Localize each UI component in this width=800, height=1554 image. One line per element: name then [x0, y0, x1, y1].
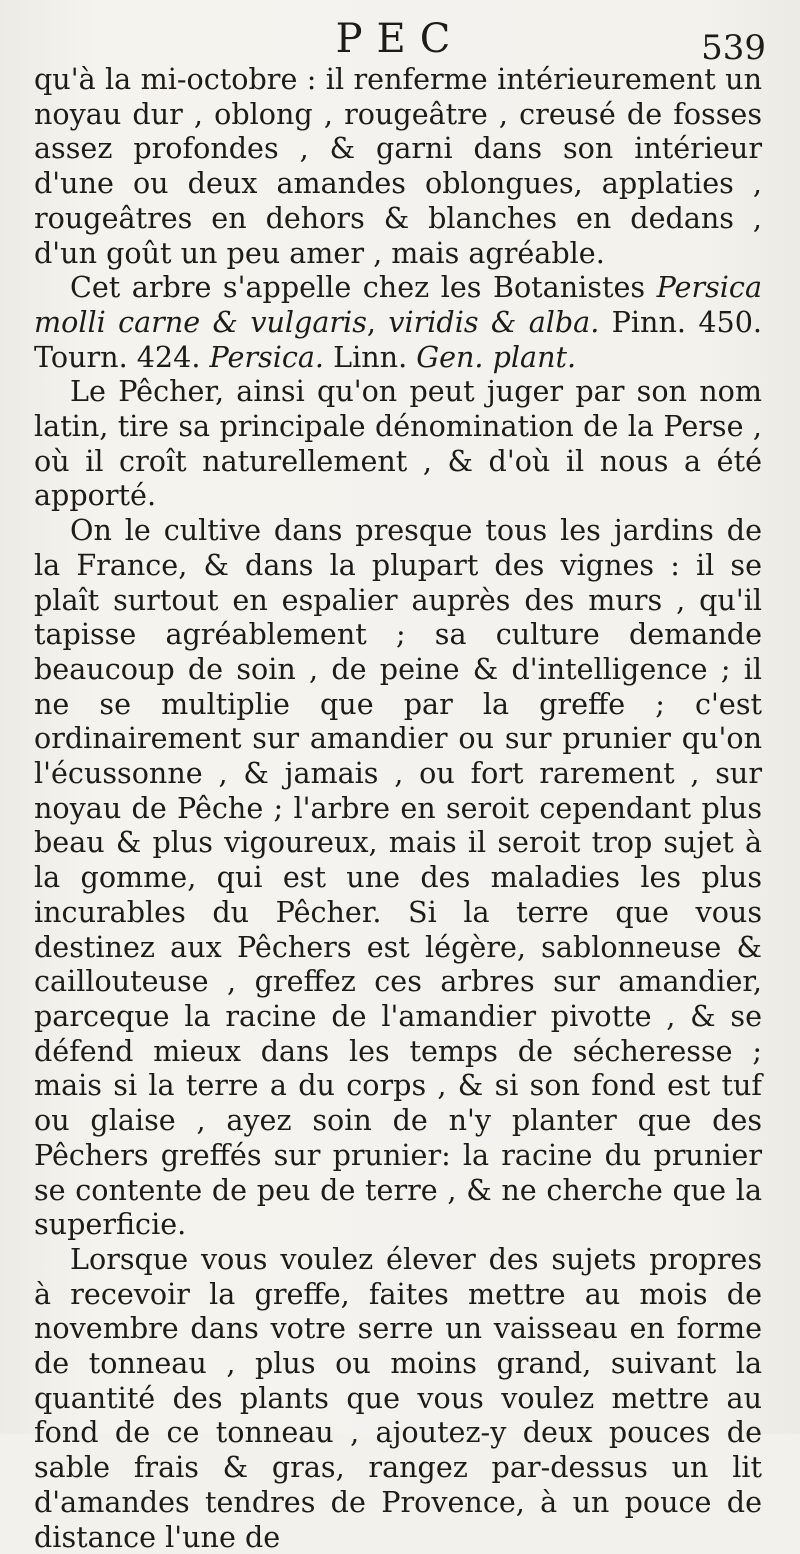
paragraph-botanical-names: [34, 270, 762, 374]
text-run: Linn.: [324, 339, 417, 374]
latin-name: Persica.: [209, 339, 325, 374]
text-run: ,: [366, 304, 389, 339]
page-header: [0, 14, 800, 68]
text-run: Pinn. 450. Tourn. 424.: [34, 304, 762, 374]
paragraph-cultivation: On le cultive dans presque tous les jardins de la France, & dans la plupart des vignes : il se plaît surtout en espalier auprès des murs , qu'il tapisse agréablement ; sa culture demande beaucoup de soin , de peine & d'intelligence ; il ne se multiplie que par la greffe ; c'est ordinairement sur amandier ou sur prunier qu'on l'écussonne , & jamais , ou fort rarement , sur noyau de Pêche ; l'arbre en seroit cependant plus beau & plus vigoureux, mais il seroit trop sujet à la gomme, qui est une des maladies les plus incurables du Pêcher. Si la terre que vous destinez aux Pêchers est légère, sablonneuse & caillouteuse , greffez ces arbres sur amandier, parceque la racine de l'amandier pivotte , & se défend mieux dans les temps de sécheresse ; mais si la terre a du corps , & si son fond est tuf ou glaise , ayez soin de n'y planter que des Pêchers greffés sur prunier: la racine du prunier se contente de peu de terre , & ne cherche que la superficie.: [34, 513, 762, 1242]
latin-name: Persica molli carne & vulgaris: [34, 270, 762, 339]
text-run: Cet arbre s'appelle chez les Botanistes: [70, 270, 657, 305]
latin-name: Gen. plant.: [416, 339, 577, 374]
latin-name: viridis & alba.: [388, 304, 600, 339]
paragraph-seedlings: Lorsque vous voulez élever des sujets propres à recevoir la greffe, faites mettre au mois de novembre dans votre serre un vaisseau en forme de tonneau , plus ou moins grand, suivant la quantité des plants que vous voulez mettre au fond de ce tonneau , ajoutez-y deux pouces de sable frais & gras, rangez par-dessus un lit d'amandes tendres de Provence, à un pouce de distance l'une de: [34, 1241, 762, 1554]
page-number: 539: [701, 28, 766, 68]
paragraph-etymology: Le Pêcher, ainsi qu'on peut juger par son nom latin, tire sa principale dénomination de la Perse , où il croît naturellement , & d'où il nous a été apporté.: [34, 374, 762, 513]
body-text: [34, 62, 762, 1554]
running-head: PEC: [335, 16, 465, 62]
paragraph-continuation: qu'à la mi-octobre : il renferme intérieurement un noyau dur , oblong , rougeâtre , creusé de fosses assez profondes , & garni dans son intérieur d'une ou deux amandes oblongues, applaties , rougeâtres en dehors & blanches en dedans , d'un goût un peu amer , mais agréable.: [34, 62, 762, 270]
